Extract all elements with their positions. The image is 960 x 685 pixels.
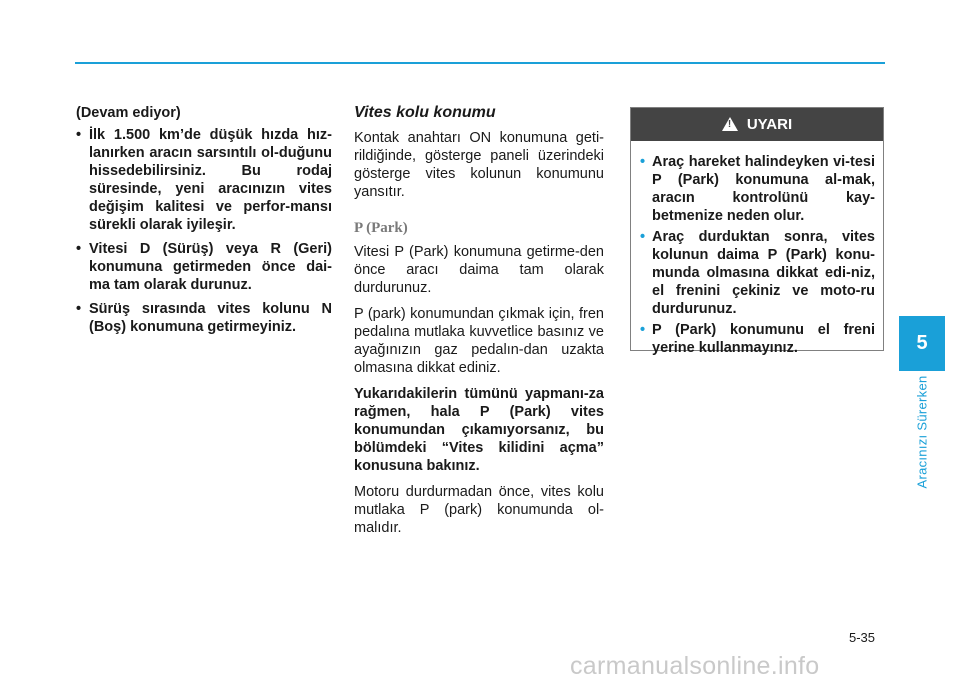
list-item bbox=[640, 153, 875, 225]
list-item bbox=[76, 126, 332, 234]
warning-list bbox=[640, 153, 875, 357]
bullet-icon: • bbox=[76, 127, 82, 143]
bullet-icon: • bbox=[640, 154, 646, 170]
list-item bbox=[640, 228, 875, 318]
warning-box bbox=[630, 107, 884, 356]
top-divider-line bbox=[75, 62, 885, 64]
continued-heading: (Devam ediyor) bbox=[76, 105, 181, 121]
paragraph: Motoru durdurmadan önce, vites kolu mutlaka P (park) konumunda ol-malıdır. bbox=[354, 484, 604, 536]
list-item bbox=[640, 321, 875, 357]
bold-paragraph: Yukarıdakilerin tümünü yapmanı-za rağmen, hala P (Park) vites konumundan çıkamıyorsanız, bu bölümdeki “Vites kilidini açma” konusuna bakınız. bbox=[354, 386, 604, 474]
list-item-text: İlk 1.500 km’de düşük hızda hız-lanırken aracın sarsıntılı ol-duğunu hissedebilirsiniz. Bu rodaj süresinde, yeni aracınızın vites değişim kalitesi ve perfor-mansı sürekli olarak iyileşir. bbox=[89, 127, 332, 233]
list-item bbox=[76, 300, 332, 336]
warning-triangle-icon bbox=[722, 117, 738, 131]
warning-header bbox=[631, 108, 883, 141]
exclamation-glyph: ! bbox=[727, 118, 732, 130]
list-item-text: Araç hareket halindeyken vi-tesi P (Park) konumuna al-mak, aracın kontrolünü kay-betmenize neden olur. bbox=[652, 154, 875, 224]
list-item-text: Sürüş sırasında vites kolunu N (Boş) konumuna getirmeyiniz. bbox=[89, 301, 332, 335]
paragraph: Vitesi P (Park) konumuna getirme-den önce aracı daima tam olarak durdurunuz. bbox=[354, 244, 604, 296]
watermark-text: carmanualsonline.info bbox=[570, 652, 820, 680]
list-item-text: Araç durduktan sonra, vites kolunun daima P (Park) konu-munda olmasına dikkat edi-niz, el frenini çekiniz ve moto-ru durdurunuz. bbox=[652, 229, 875, 317]
section-title: Vites kolu konumu bbox=[354, 104, 496, 121]
paragraph: P (park) konumundan çıkmak için, fren pedalına mutlaka kuvvetlice basınız ve ayağınızın gaz pedalın-dan uzakta olmasına dikkat ediniz. bbox=[354, 306, 604, 376]
park-subheading: P (Park) bbox=[354, 220, 408, 236]
left-column bbox=[76, 104, 332, 342]
page-number: 5-35 bbox=[849, 630, 876, 645]
bullet-icon: • bbox=[76, 241, 82, 257]
list-item bbox=[76, 240, 332, 294]
bullet-icon: • bbox=[640, 322, 646, 338]
list-item-text: P (Park) konumunu el freni yerine kullanmayınız. bbox=[652, 322, 875, 356]
chapter-number-tab: 5 bbox=[899, 316, 945, 371]
left-bullet-list bbox=[76, 126, 332, 336]
chapter-title-vertical: Aracınızı Sürerken bbox=[914, 375, 930, 489]
warning-title: UYARI bbox=[746, 116, 793, 133]
bullet-icon: • bbox=[640, 229, 646, 245]
middle-column bbox=[354, 104, 604, 545]
list-item-text: Vitesi D (Sürüş) veya R (Geri) konumuna getirmeden önce dai-ma tam olarak durunuz. bbox=[89, 241, 332, 293]
intro-paragraph: Kontak anahtarı ON konumuna geti-rildiğinde, gösterge paneli üzerindeki gösterge vites kolunun konumunu yansıtır. bbox=[354, 130, 604, 200]
bullet-icon: • bbox=[76, 301, 82, 317]
